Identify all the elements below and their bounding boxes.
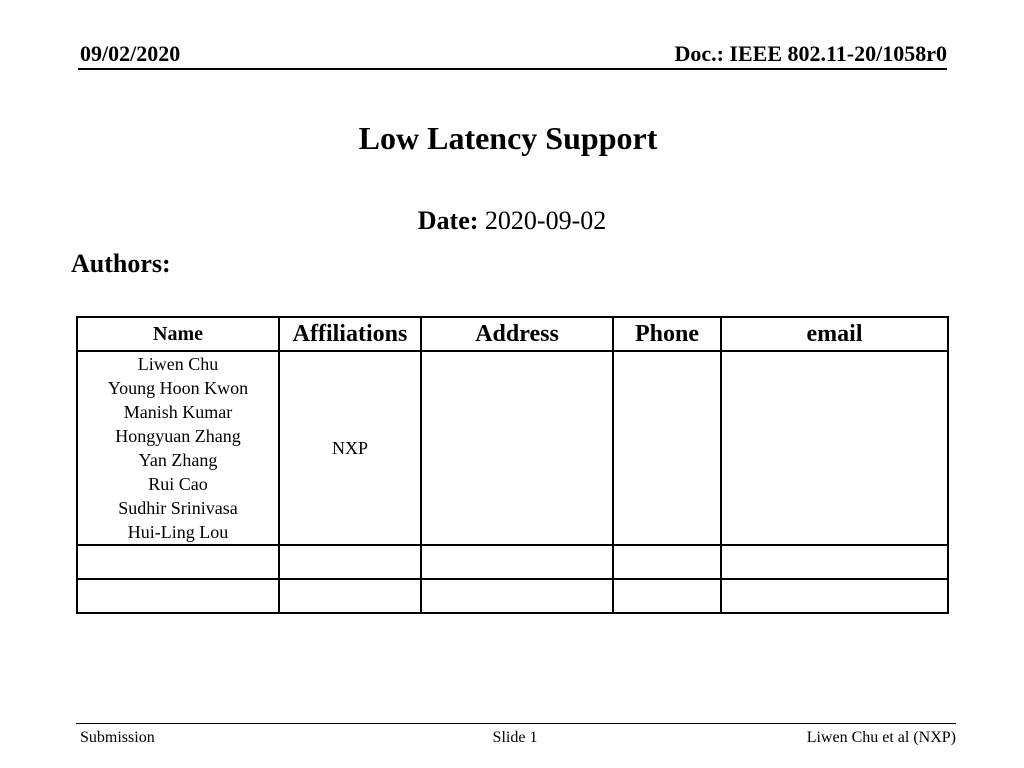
author-name: Rui Cao [148,474,208,494]
author-name: Hongyuan Zhang [115,426,241,446]
table-row [77,545,948,579]
affiliation-cell: NXP [279,351,421,545]
empty-cell [421,545,613,579]
date-line [0,204,1024,238]
address-cell [421,351,613,545]
footer-author: Liwen Chu et al (NXP) [806,729,956,746]
column-header-affiliations: Affiliations [279,317,421,351]
table-row [77,351,948,545]
author-name: Yan Zhang [138,450,218,470]
empty-cell [721,579,948,613]
date-value: 2020-09-02 [484,206,607,235]
author-name: Sudhir Srinivasa [118,498,238,518]
empty-cell [421,579,613,613]
empty-cell [613,545,721,579]
column-header-email: email [721,317,948,351]
phone-cell [613,351,721,545]
table-header-row [77,317,948,351]
empty-cell [77,545,279,579]
table-row [77,579,948,613]
author-name: Liwen Chu [137,354,219,374]
empty-cell [77,579,279,613]
empty-cell [613,579,721,613]
column-header-address: Address [421,317,613,351]
date-label: Date: [417,206,479,235]
author-name: Hui-Ling Lou [127,522,229,542]
authors-table [76,316,949,614]
footer-rule [76,723,956,724]
author-names-cell [77,351,279,545]
empty-cell [279,545,421,579]
footer-submission: Submission [80,729,155,746]
header-doc-id: Doc.: IEEE 802.11-20/1058r0 [674,41,947,66]
column-header-name: Name [77,317,279,351]
author-name: Manish Kumar [123,402,233,422]
email-cell [721,351,948,545]
footer-slide-number: Slide 1 [492,729,538,746]
empty-cell [721,545,948,579]
header-rule [78,68,947,70]
empty-cell [279,579,421,613]
slide-title: Low Latency Support [358,120,658,156]
header-date: 09/02/2020 [80,41,181,66]
column-header-phone: Phone [613,317,721,351]
authors-label: Authors: [71,249,171,278]
author-name: Young Hoon Kwon [107,378,249,398]
